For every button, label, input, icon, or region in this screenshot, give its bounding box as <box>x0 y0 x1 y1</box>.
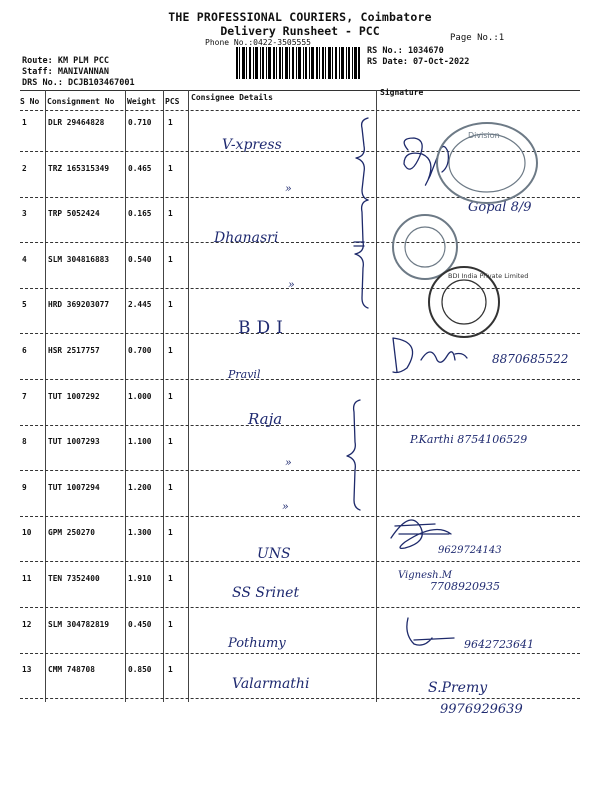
row-separator <box>20 561 580 562</box>
handwritten-phone: 9976929639 <box>440 702 523 717</box>
row-separator <box>20 379 580 380</box>
row-sno: 13 <box>22 665 32 674</box>
row-separator <box>20 653 580 654</box>
row-consignment-no: TEN 7352400 <box>48 574 100 583</box>
row-consignment-no: TUT 1007293 <box>48 437 100 446</box>
handwritten-signature: S.Premy <box>428 680 488 696</box>
row-sno: 5 <box>22 300 27 309</box>
handwritten-signature: Vignesh.M <box>398 570 452 581</box>
rs-date: RS Date: 07-Oct-2022 <box>367 57 470 67</box>
handwritten-consignee: UNS <box>257 546 291 562</box>
col-divider <box>188 90 189 702</box>
row-consignment-no: SLM 304816883 <box>48 255 110 264</box>
row-consignment-no: HSR 2517757 <box>48 346 100 355</box>
row-sno: 3 <box>22 209 27 218</box>
row-sno: 9 <box>22 483 27 492</box>
row-pcs: 1 <box>168 209 173 218</box>
handwritten-phone: 9629724143 <box>438 545 502 556</box>
col-header-weight: Weight <box>127 97 156 106</box>
row-consignment-no: TUT 1007294 <box>48 483 100 492</box>
row-separator <box>20 242 580 243</box>
drs-number: DRS No.: DCJB103467001 <box>22 78 135 88</box>
barcode <box>236 47 360 79</box>
company-title: THE PROFESSIONAL COURIERS, Coimbatore <box>168 10 432 24</box>
handwritten-consignee: Pravil <box>228 368 261 381</box>
row-pcs: 1 <box>168 528 173 537</box>
row-weight: 1.910 <box>128 574 152 583</box>
col-header-signature: Signature <box>380 88 424 97</box>
row-weight: 0.465 <box>128 164 152 173</box>
row-separator <box>20 425 580 426</box>
svg-text:Division: Division <box>468 131 500 140</box>
row-separator <box>20 516 580 517</box>
row-sno: 8 <box>22 437 27 446</box>
handwritten-ditto: » <box>282 500 289 513</box>
row-separator <box>20 698 580 699</box>
row-weight: 0.540 <box>128 255 152 264</box>
row-weight: 1.200 <box>128 483 152 492</box>
col-divider <box>163 90 164 702</box>
page-number: Page No.:1 <box>450 33 505 43</box>
row-consignment-no: CMM 748708 <box>48 665 95 674</box>
row-consignment-no: DLR 29464828 <box>48 118 105 127</box>
row-sno: 7 <box>22 392 27 401</box>
handwritten-ditto: » <box>288 278 295 291</box>
row-weight: 1.300 <box>128 528 152 537</box>
col-divider <box>45 90 46 702</box>
col-header-consignee: Consignee Details <box>191 93 273 102</box>
rs-number: RS No.: 1034670 <box>367 46 444 56</box>
row-consignment-no: TRP 5052424 <box>48 209 100 218</box>
row-pcs: 1 <box>168 118 173 127</box>
row-sno: 10 <box>22 528 32 537</box>
row-weight: 0.710 <box>128 118 152 127</box>
row-pcs: 1 <box>168 665 173 674</box>
row-pcs: 1 <box>168 164 173 173</box>
row-weight: 1.100 <box>128 437 152 446</box>
row-sno: 12 <box>22 620 32 629</box>
handwritten-consignee: Raja <box>248 410 283 428</box>
handwritten-consignee: Valarmathi <box>232 676 310 692</box>
row-sno: 4 <box>22 255 27 264</box>
handwritten-consignee: Dhanasri <box>214 230 279 246</box>
runsheet-subtitle: Delivery Runsheet - PCC <box>220 24 380 38</box>
handwritten-phone: 9642723641 <box>464 638 534 651</box>
row-consignment-no: SLM 304782819 <box>48 620 110 629</box>
table-top-rule <box>20 90 580 91</box>
col-header-consignment: Consignment No <box>47 97 115 106</box>
staff: Staff: MANIVANNAN <box>22 67 109 77</box>
row-pcs: 1 <box>168 300 173 309</box>
row-pcs: 1 <box>168 437 173 446</box>
handwritten-ditto: » <box>285 456 292 469</box>
row-pcs: 1 <box>168 620 173 629</box>
handwritten-consignee: Pothumy <box>228 636 286 651</box>
row-weight: 0.700 <box>128 346 152 355</box>
row-pcs: 1 <box>168 346 173 355</box>
row-sno: 1 <box>22 118 27 127</box>
row-separator <box>20 470 580 471</box>
handwritten-signature: Gopal 8/9 <box>468 200 532 215</box>
row-pcs: 1 <box>168 255 173 264</box>
svg-text:BDI India Private Limited: BDI India Private Limited <box>448 272 529 280</box>
row-sno: 11 <box>22 574 32 583</box>
handwritten-brace-marks <box>340 110 390 510</box>
col-divider <box>125 90 126 702</box>
row-weight: 0.165 <box>128 209 152 218</box>
row-consignment-no: TRZ 165315349 <box>48 164 110 173</box>
row-sno: 2 <box>22 164 27 173</box>
handwritten-ditto: » <box>285 182 292 195</box>
rubber-stamp <box>432 118 542 208</box>
handwritten-consignee: V-xpress <box>222 137 282 153</box>
header-rule <box>20 110 580 111</box>
handwritten-phone: 7708920935 <box>430 580 500 593</box>
row-separator <box>20 607 580 608</box>
row-consignment-no: HRD 369203077 <box>48 300 110 309</box>
signature-scribble <box>400 612 460 652</box>
rubber-stamp <box>426 264 529 340</box>
row-weight: 2.445 <box>128 300 152 309</box>
row-pcs: 1 <box>168 574 173 583</box>
handwritten-phone: 8870685522 <box>492 352 569 366</box>
col-header-sno: S No <box>20 97 40 106</box>
row-consignment-no: GPM 250270 <box>48 528 95 537</box>
handwritten-consignee: BDI <box>238 318 289 338</box>
row-weight: 0.850 <box>128 665 152 674</box>
handwritten-consignee: SS Srinet <box>232 585 300 601</box>
route: Route: KM PLM PCC <box>22 56 109 66</box>
row-weight: 1.000 <box>128 392 152 401</box>
phone-number: Phone No.:0422-3505555 <box>205 38 311 47</box>
row-consignment-no: TUT 1007292 <box>48 392 100 401</box>
col-header-pcs: PCS <box>165 97 180 106</box>
row-pcs: 1 <box>168 483 173 492</box>
row-weight: 0.450 <box>128 620 152 629</box>
row-pcs: 1 <box>168 392 173 401</box>
handwritten-signature: P.Karthi 8754106529 <box>410 433 528 446</box>
row-sno: 6 <box>22 346 27 355</box>
